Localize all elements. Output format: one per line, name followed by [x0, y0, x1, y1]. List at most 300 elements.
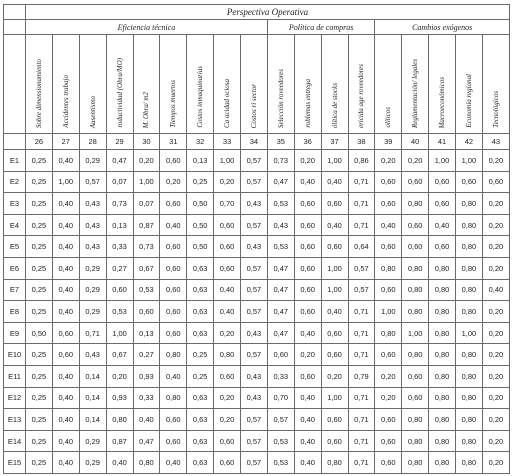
table-cell: 0,60	[321, 409, 348, 431]
column-number: 32	[187, 134, 214, 150]
table-cell: 0,80	[402, 409, 429, 431]
table-cell: 0,25	[26, 430, 53, 452]
table-cell: 0,57	[348, 279, 375, 301]
table-cell: 0,57	[241, 430, 268, 452]
table-cell: 0,57	[241, 214, 268, 236]
table-cell: 0,80	[456, 193, 483, 215]
table-cell: 1,00	[321, 279, 348, 301]
row-label: E1	[4, 150, 26, 172]
table-cell: 0,29	[79, 257, 106, 279]
table-cell: 0,40	[133, 409, 160, 431]
column-header	[241, 35, 268, 134]
table-cell: 0,20	[482, 452, 509, 474]
table-cell: 0,20	[482, 301, 509, 323]
table-cell: 0,80	[429, 344, 456, 366]
table-row	[4, 387, 510, 409]
column-header-label: Macroeconómicos	[438, 76, 447, 128]
perspectiva-operativa-table	[3, 4, 510, 474]
table-cell: 0,20	[375, 150, 402, 172]
column-header	[26, 35, 53, 134]
table-cell: 0,29	[79, 301, 106, 323]
table-cell: 0,80	[402, 257, 429, 279]
table-title: Perspectiva Operativa	[26, 5, 510, 20]
table-cell: 0,20	[482, 322, 509, 344]
column-header-label: ólítica de stocks	[330, 82, 339, 128]
column-header-label: olíticos	[384, 107, 393, 128]
table-cell: 0,63	[187, 279, 214, 301]
table-cell: 0,40	[52, 430, 79, 452]
table-cell: 0,43	[241, 365, 268, 387]
table-cell: 0,60	[160, 236, 187, 258]
table-cell: 0,60	[402, 214, 429, 236]
column-number: 31	[160, 134, 187, 150]
table-cell: 0,40	[294, 409, 321, 431]
table-cell: 0,40	[52, 236, 79, 258]
table-cell: 0,25	[187, 344, 214, 366]
column-header	[160, 35, 187, 134]
column-header	[214, 35, 241, 134]
row-label: E6	[4, 257, 26, 279]
column-number: 27	[52, 134, 79, 150]
table-cell: 0,63	[187, 257, 214, 279]
column-header	[267, 35, 294, 134]
table-cell: 0,27	[133, 344, 160, 366]
table-cell: 1,00	[214, 150, 241, 172]
table-cell: 0,33	[133, 387, 160, 409]
table-cell: 0,80	[321, 452, 348, 474]
table-cell: 0,60	[375, 193, 402, 215]
table-cell: 0,60	[294, 365, 321, 387]
table-cell: 0,20	[294, 150, 321, 172]
column-number: 38	[348, 134, 375, 150]
table-cell: 0,14	[79, 365, 106, 387]
table-cell: 0,63	[187, 387, 214, 409]
column-header-label: Sobre dimensionamiento	[34, 58, 43, 128]
column-number: 26	[26, 134, 53, 150]
table-cell: 0,60	[294, 214, 321, 236]
table-cell: 0,33	[267, 365, 294, 387]
column-header-label: Costos inmaquinarias	[196, 66, 205, 128]
table-cell: 0,80	[456, 257, 483, 279]
table-cell: 0,71	[348, 193, 375, 215]
table-cell: 0,60	[402, 365, 429, 387]
row-label: E4	[4, 214, 26, 236]
table-cell: 0,80	[106, 409, 133, 431]
table-cell: 0,29	[79, 452, 106, 474]
table-cell: 0,43	[79, 214, 106, 236]
table-cell: 0,80	[429, 257, 456, 279]
table-cell: 0,27	[106, 257, 133, 279]
column-group-header: Eficiencia técnica	[26, 20, 268, 35]
table-cell: 0,80	[402, 193, 429, 215]
table-cell: 0,53	[267, 236, 294, 258]
table-cell: 0,60	[375, 430, 402, 452]
table-cell: 0,25	[26, 387, 53, 409]
row-label: E8	[4, 301, 26, 323]
table-cell: 0,60	[402, 387, 429, 409]
table-cell: 0,67	[133, 257, 160, 279]
table-cell: 0,57	[348, 257, 375, 279]
column-number: 33	[214, 134, 241, 150]
table-cell: 1,00	[321, 387, 348, 409]
table-cell: 0,60	[402, 171, 429, 193]
table-cell: 0,60	[294, 279, 321, 301]
column-header-label: roblemas entrega	[303, 79, 312, 128]
table-cell: 0,40	[160, 452, 187, 474]
table-cell: 0,57	[241, 257, 268, 279]
column-header	[106, 35, 133, 134]
row-label: E13	[4, 409, 26, 431]
table-cell: 0,57	[241, 409, 268, 431]
table-cell: 0,80	[402, 452, 429, 474]
table-cell: 0,60	[375, 279, 402, 301]
column-header-label: Costos rí sector	[249, 83, 258, 128]
column-header-label: Tiempos muertos	[169, 80, 178, 128]
column-header-label: Ausentismo	[88, 95, 97, 128]
table-cell: 0,80	[160, 387, 187, 409]
column-number: 28	[79, 134, 106, 150]
table-cell: 0,87	[106, 430, 133, 452]
table-cell: 0,80	[456, 301, 483, 323]
table-cell: 0,40	[52, 214, 79, 236]
column-header	[52, 35, 79, 134]
table-cell: 0,53	[267, 193, 294, 215]
table-cell: 0,47	[267, 171, 294, 193]
table-cell: 0,20	[214, 387, 241, 409]
table-cell: 0,25	[26, 365, 53, 387]
table-cell: 0,53	[133, 279, 160, 301]
table-cell: 0,20	[375, 387, 402, 409]
column-header-label: Accidentes trabajo	[61, 75, 70, 128]
table-cell: 0,40	[294, 171, 321, 193]
table-cell: 0,25	[26, 193, 53, 215]
table-cell: 0,20	[482, 430, 509, 452]
table-cell: 1,00	[321, 257, 348, 279]
table-row	[4, 430, 510, 452]
table-cell: 0,20	[482, 193, 509, 215]
table-cell: 0,53	[267, 430, 294, 452]
table-cell: 0,25	[187, 365, 214, 387]
table-cell: 0,60	[321, 344, 348, 366]
table-cell: 0,71	[348, 452, 375, 474]
table-cell: 0,40	[52, 387, 79, 409]
table-cell: 0,40	[52, 193, 79, 215]
table-cell: 0,25	[26, 279, 53, 301]
table-cell: 0,40	[160, 214, 187, 236]
table-row	[4, 322, 510, 344]
table-cell: 0,71	[348, 301, 375, 323]
table-row	[4, 409, 510, 431]
table-cell: 1,00	[402, 322, 429, 344]
table-cell: 0,60	[294, 193, 321, 215]
table-cell: 0,93	[133, 365, 160, 387]
table-cell: 0,64	[348, 236, 375, 258]
column-header	[375, 35, 402, 134]
table-cell: 0,40	[214, 301, 241, 323]
table-cell: 0,14	[79, 387, 106, 409]
table-cell: 0,40	[429, 214, 456, 236]
table-cell: 0,80	[402, 301, 429, 323]
table-cell: 0,60	[321, 322, 348, 344]
table-cell: 0,60	[321, 430, 348, 452]
column-header	[482, 35, 509, 134]
row-label: E3	[4, 193, 26, 215]
column-number: 39	[375, 134, 402, 150]
table-cell: 0,20	[482, 150, 509, 172]
table-cell: 0,60	[160, 257, 187, 279]
table-cell: 0,43	[79, 193, 106, 215]
table-cell: 0,80	[456, 344, 483, 366]
table-cell: 0,20	[482, 365, 509, 387]
table-cell: 0,47	[267, 322, 294, 344]
column-header-label: Tecnológicos	[491, 91, 500, 128]
table-cell: 0,20	[482, 214, 509, 236]
table-cell: 0,40	[294, 430, 321, 452]
table-cell: 0,20	[160, 171, 187, 193]
table-cell: 0,20	[321, 365, 348, 387]
table-cell: 0,14	[79, 409, 106, 431]
table-cell: 0,57	[241, 344, 268, 366]
corner-cell	[4, 134, 26, 150]
table-cell: 0,80	[429, 301, 456, 323]
column-header-label: Reglamentación/ legales	[411, 58, 420, 128]
table-cell: 0,60	[321, 236, 348, 258]
column-header	[321, 35, 348, 134]
table-cell: 0,80	[402, 430, 429, 452]
column-number: 30	[133, 134, 160, 150]
table-cell: 0,71	[348, 409, 375, 431]
table-cell: 0,71	[348, 214, 375, 236]
table-cell: 0,57	[241, 452, 268, 474]
row-label: E11	[4, 365, 26, 387]
table-cell: 0,60	[160, 409, 187, 431]
table-row	[4, 279, 510, 301]
table-cell: 0,71	[348, 387, 375, 409]
corner-cell	[4, 35, 26, 134]
table-cell: 0,25	[26, 171, 53, 193]
table-cell: 0,25	[26, 150, 53, 172]
column-header	[133, 35, 160, 134]
table-cell: 0,60	[214, 257, 241, 279]
table-cell: 0,60	[429, 236, 456, 258]
table-cell: 0,43	[267, 214, 294, 236]
table-cell: 0,20	[214, 171, 241, 193]
table-cell: 0,25	[26, 409, 53, 431]
table-cell: 0,40	[106, 452, 133, 474]
table-cell: 0,86	[348, 150, 375, 172]
table-cell: 0,50	[26, 322, 53, 344]
table-cell: 1,00	[375, 301, 402, 323]
table-cell: 0,80	[375, 257, 402, 279]
table-cell: 0,70	[267, 387, 294, 409]
column-header	[429, 35, 456, 134]
table-cell: 0,40	[294, 387, 321, 409]
table-cell: 0,80	[456, 387, 483, 409]
table-cell: 0,80	[160, 344, 187, 366]
table-cell: 0,60	[375, 452, 402, 474]
table-cell: 0,40	[321, 214, 348, 236]
table-cell: 0,40	[214, 279, 241, 301]
table-cell: 0,40	[482, 279, 509, 301]
table-cell: 0,80	[429, 430, 456, 452]
row-label: E14	[4, 430, 26, 452]
row-label: E10	[4, 344, 26, 366]
table-cell: 0,80	[375, 322, 402, 344]
table-cell: 0,50	[187, 214, 214, 236]
table-cell: 0,67	[106, 344, 133, 366]
table-cell: 0,25	[26, 452, 53, 474]
table-cell: 0,60	[429, 171, 456, 193]
table-cell: 0,63	[187, 452, 214, 474]
table-row	[4, 365, 510, 387]
column-number: 29	[106, 134, 133, 150]
table-cell: 0,80	[429, 452, 456, 474]
column-number: 36	[294, 134, 321, 150]
column-number: 35	[267, 134, 294, 150]
table-cell: 0,57	[241, 301, 268, 323]
table-cell: 0,60	[294, 236, 321, 258]
table-cell: 0,29	[79, 430, 106, 452]
table-cell: 0,53	[267, 452, 294, 474]
column-header-label: M. Obra/ m2	[142, 91, 151, 128]
table-cell: 0,57	[241, 279, 268, 301]
column-number: 43	[482, 134, 509, 150]
table-cell: 0,29	[79, 150, 106, 172]
table-cell: 1,00	[456, 322, 483, 344]
table-cell: 0,60	[429, 193, 456, 215]
table-cell: 0,20	[214, 409, 241, 431]
table-cell: 0,60	[375, 236, 402, 258]
table-cell: 0,80	[402, 344, 429, 366]
table-cell: 1,00	[456, 150, 483, 172]
table-cell: 1,00	[133, 171, 160, 193]
table-cell: 0,20	[106, 365, 133, 387]
table-cell: 0,53	[106, 301, 133, 323]
table-cell: 0,40	[294, 452, 321, 474]
table-cell: 0,43	[79, 236, 106, 258]
table-cell: 0,60	[214, 365, 241, 387]
table-cell: 0,60	[214, 452, 241, 474]
table-cell: 0,60	[321, 193, 348, 215]
table-cell: 0,40	[321, 171, 348, 193]
table-cell: 0,13	[133, 322, 160, 344]
table-cell: 0,25	[26, 301, 53, 323]
table-cell: 0,43	[241, 322, 268, 344]
table-cell: 0,13	[106, 214, 133, 236]
table-cell: 0,57	[79, 171, 106, 193]
table-cell: 0,43	[241, 236, 268, 258]
table-cell: 0,60	[214, 430, 241, 452]
table-row	[4, 257, 510, 279]
table-cell: 0,20	[482, 409, 509, 431]
table-row	[4, 344, 510, 366]
table-cell: 0,40	[52, 409, 79, 431]
table-cell: 0,60	[160, 193, 187, 215]
table-cell: 0,60	[214, 236, 241, 258]
table-cell: 0,47	[106, 150, 133, 172]
row-label: E15	[4, 452, 26, 474]
table-cell: 1,00	[429, 150, 456, 172]
table-cell: 0,40	[52, 365, 79, 387]
table-cell: 0,87	[133, 214, 160, 236]
column-number: 37	[321, 134, 348, 150]
column-header	[294, 35, 321, 134]
table-cell: 0,20	[294, 344, 321, 366]
table-cell: 0,40	[52, 279, 79, 301]
row-label: E12	[4, 387, 26, 409]
column-group-header: Cambios exógenos	[375, 20, 510, 35]
column-group-header: Política de compras	[267, 20, 375, 35]
table-row	[4, 236, 510, 258]
table-cell: 0,80	[456, 214, 483, 236]
table-cell: 0,80	[429, 322, 456, 344]
table-cell: 0,80	[429, 409, 456, 431]
table-cell: 0,80	[456, 365, 483, 387]
table-cell: 0,60	[267, 344, 294, 366]
column-number: 34	[241, 134, 268, 150]
table-cell: 0,73	[133, 236, 160, 258]
table-cell: 0,60	[375, 409, 402, 431]
row-label: E9	[4, 322, 26, 344]
table-cell: 0,40	[52, 452, 79, 474]
table-cell: 0,80	[456, 279, 483, 301]
table-cell: 0,20	[133, 150, 160, 172]
column-header-label: roductividad (Obra/MO)	[115, 58, 124, 128]
table-cell: 0,43	[79, 344, 106, 366]
table-row	[4, 301, 510, 323]
table-cell: 0,33	[106, 236, 133, 258]
table-cell: 0,20	[482, 257, 509, 279]
table-cell: 0,25	[26, 236, 53, 258]
table-cell: 0,80	[456, 409, 483, 431]
table-cell: 0,40	[52, 301, 79, 323]
table-cell: 0,43	[241, 193, 268, 215]
table-cell: 0,71	[348, 171, 375, 193]
column-header-label: Selección roveedores	[276, 68, 285, 128]
table-cell: 0,71	[348, 344, 375, 366]
corner-cell	[4, 20, 26, 35]
table-row	[4, 171, 510, 193]
table-cell: 0,20	[482, 387, 509, 409]
table-cell: 0,60	[294, 257, 321, 279]
table-cell: 0,60	[160, 301, 187, 323]
table-cell: 0,63	[187, 409, 214, 431]
table-cell: 0,57	[241, 150, 268, 172]
column-header	[187, 35, 214, 134]
table-cell: 0,29	[79, 279, 106, 301]
table-cell: 0,60	[214, 214, 241, 236]
table-cell: 0,73	[106, 193, 133, 215]
table-cell: 0,57	[267, 409, 294, 431]
table-cell: 0,07	[106, 171, 133, 193]
table-cell: 0,80	[456, 452, 483, 474]
table-cell: 1,00	[106, 322, 133, 344]
table-cell: 0,71	[348, 430, 375, 452]
column-header-label: Ca acidad ociosa	[223, 79, 232, 128]
table-cell: 0,60	[160, 150, 187, 172]
table-cell: 0,60	[52, 344, 79, 366]
table-cell: 0,60	[52, 322, 79, 344]
column-header-label: ericida age roveedores	[357, 63, 366, 128]
table-cell: 0,71	[79, 322, 106, 344]
column-header-label: Economía regional	[464, 74, 473, 128]
table-row	[4, 452, 510, 474]
column-header	[79, 35, 106, 134]
row-label: E7	[4, 279, 26, 301]
table-cell: 0,40	[321, 301, 348, 323]
table-cell: 0,60	[456, 171, 483, 193]
table-cell: 0,47	[133, 430, 160, 452]
